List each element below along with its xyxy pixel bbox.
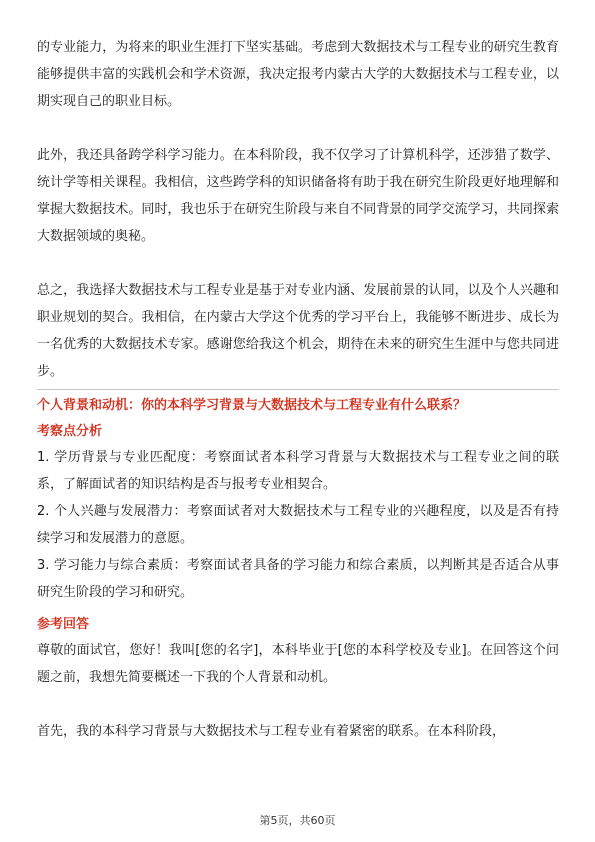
analysis-item: 1. 学历背景与专业匹配度：考察面试者本科学习背景与大数据技术与工程专业之间的联系，了解面试者的知识结构是否与报考专业相契合。 (37, 450, 559, 492)
analysis-item: 3. 学习能力与综合素质：考察面试者具备的学习能力和综合素质，以判断其是否适合从事研究生阶段的学习和研究。 (37, 558, 559, 600)
body-paragraph: 此外，我还具备跨学科学习能力。在本科阶段，我不仅学习了计算机科学，还涉猎了数学、统计学等相关课程。我相信，这些跨学科的知识储备将有助于我在研究生阶段更好地理解和掌握大数据技术。同时，我也乐于在研究生阶段与来自不同背景的同学交流学习，共同探索大数据领域的奥秘。 (37, 148, 559, 244)
section-divider (37, 389, 559, 390)
paragraph-gap (37, 691, 559, 718)
analysis-heading: 考察点分析 (37, 424, 103, 439)
analysis-item: 2. 个人兴趣与发展潜力：考察面试者对大数据技术与工程专业的兴趣程度，以及是否有持续学习和发展潜力的意愿。 (37, 504, 559, 546)
answer-paragraph: 尊敬的面试官，您好！我叫[您的名字]，本科毕业于[您的本科学校及专业]。在回答这个问题之前，我想先简要概述一下我的个人背景和动机。 (37, 643, 559, 685)
paragraph-gap (37, 250, 559, 277)
page-footer: 第5页，共60页 (259, 814, 336, 827)
answer-heading: 参考回答 (37, 617, 90, 632)
document-body (37, 34, 559, 745)
answer-paragraph: 首先，我的本科学习背景与大数据技术与工程专业有着紧密的联系。在本科阶段， (37, 724, 506, 739)
question-heading: 个人背景和动机：你的本科学习背景与大数据技术与工程专业有什么联系？ (37, 398, 467, 413)
body-paragraph: 的专业能力，为将来的职业生涯打下坚实基础。考虑到大数据技术与工程专业的研究生教育能够提供丰富的实践机会和学术资源，我决定报考内蒙古大学的大数据技术与工程专业，以期实现自己的职业目标。 (37, 40, 559, 109)
paragraph-gap (37, 115, 559, 142)
body-paragraph: 总之，我选择大数据技术与工程专业是基于对专业内涵、发展前景的认同，以及个人兴趣和职业规划的契合。我相信，在内蒙古大学这个优秀的学习平台上，我能够不断进步、成长为一名优秀的大数据技术专家。感谢您给我这个机会，期待在未来的研究生生涯中与您共同进步。 (37, 283, 559, 379)
